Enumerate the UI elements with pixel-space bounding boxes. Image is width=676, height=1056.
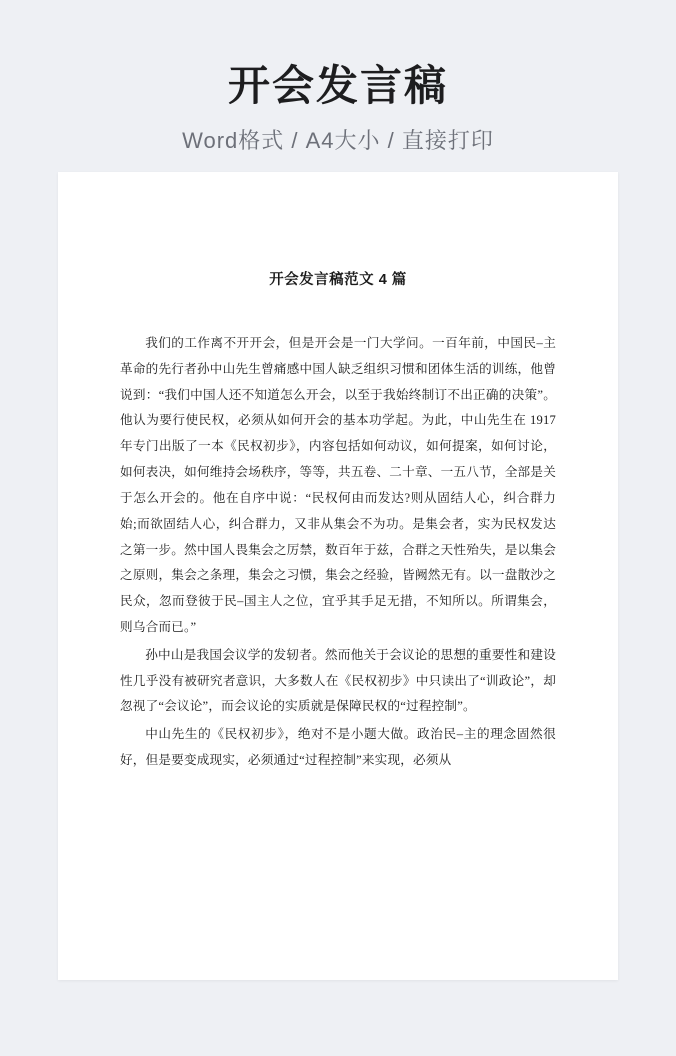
page-subtitle: Word格式 / A4大小 / 直接打印: [182, 128, 494, 154]
document-sheet: [58, 172, 618, 980]
banner-header: [0, 0, 676, 155]
page-title: 开会发言稿: [227, 62, 448, 109]
document-paragraph: 中山先生的《民权初步》，绝对不是小题大做。政治民–主的理念固然很好，但是要变成现实，必须通过“过程控制”来实现，必须从: [120, 727, 556, 767]
document-paragraph: 孙中山是我国会议学的发轫者。然而他关于会议论的思想的重要性和建设性几乎没有被研究者意识，大多数人在《民权初步》中只读出了“训政论”，却忽视了“会议论”，而会议论的实质就是保障民权的“过程控制”。: [120, 647, 556, 714]
document-paragraph: 我们的工作离不开开会，但是开会是一门大学问。一百年前，中国民–主革命的先行者孙中山先生曾痛感中国人缺乏组织习惯和团体生活的训练，他曾说到：“我们中国人还不知道怎么开会，以至于我始终制订不出正确的决策”。他认为要行使民权，必须从如何开会的基本功学起。为此，中山先生在 1917 年专门出版了一本《民权初步》，内容包括如何动议，如何提案，如何讨论，如何表决，如何维持会场秩序，等等，共五卷、二十章、一五八节，全部是关于怎么开会的。他在自序中说：“民权何由而发达?则从固结人心，纠合群力始;而欲固结人心，纠合群力，又非从集会不为功。是集会者，实为民权发达之第一步。然中国人畏集会之厉禁，数百年于兹，合群之天性殆失，是以集会之原则，集会之条理，集会之习惯，集会之经验，皆阙然无有。以一盘散沙之民众，忽而登彼于民–国主人之位，宜乎其手足无措，不知所以。所谓集会，则乌合而已。”: [120, 336, 556, 634]
document-title: 开会发言稿范文 4 篇: [269, 272, 407, 288]
